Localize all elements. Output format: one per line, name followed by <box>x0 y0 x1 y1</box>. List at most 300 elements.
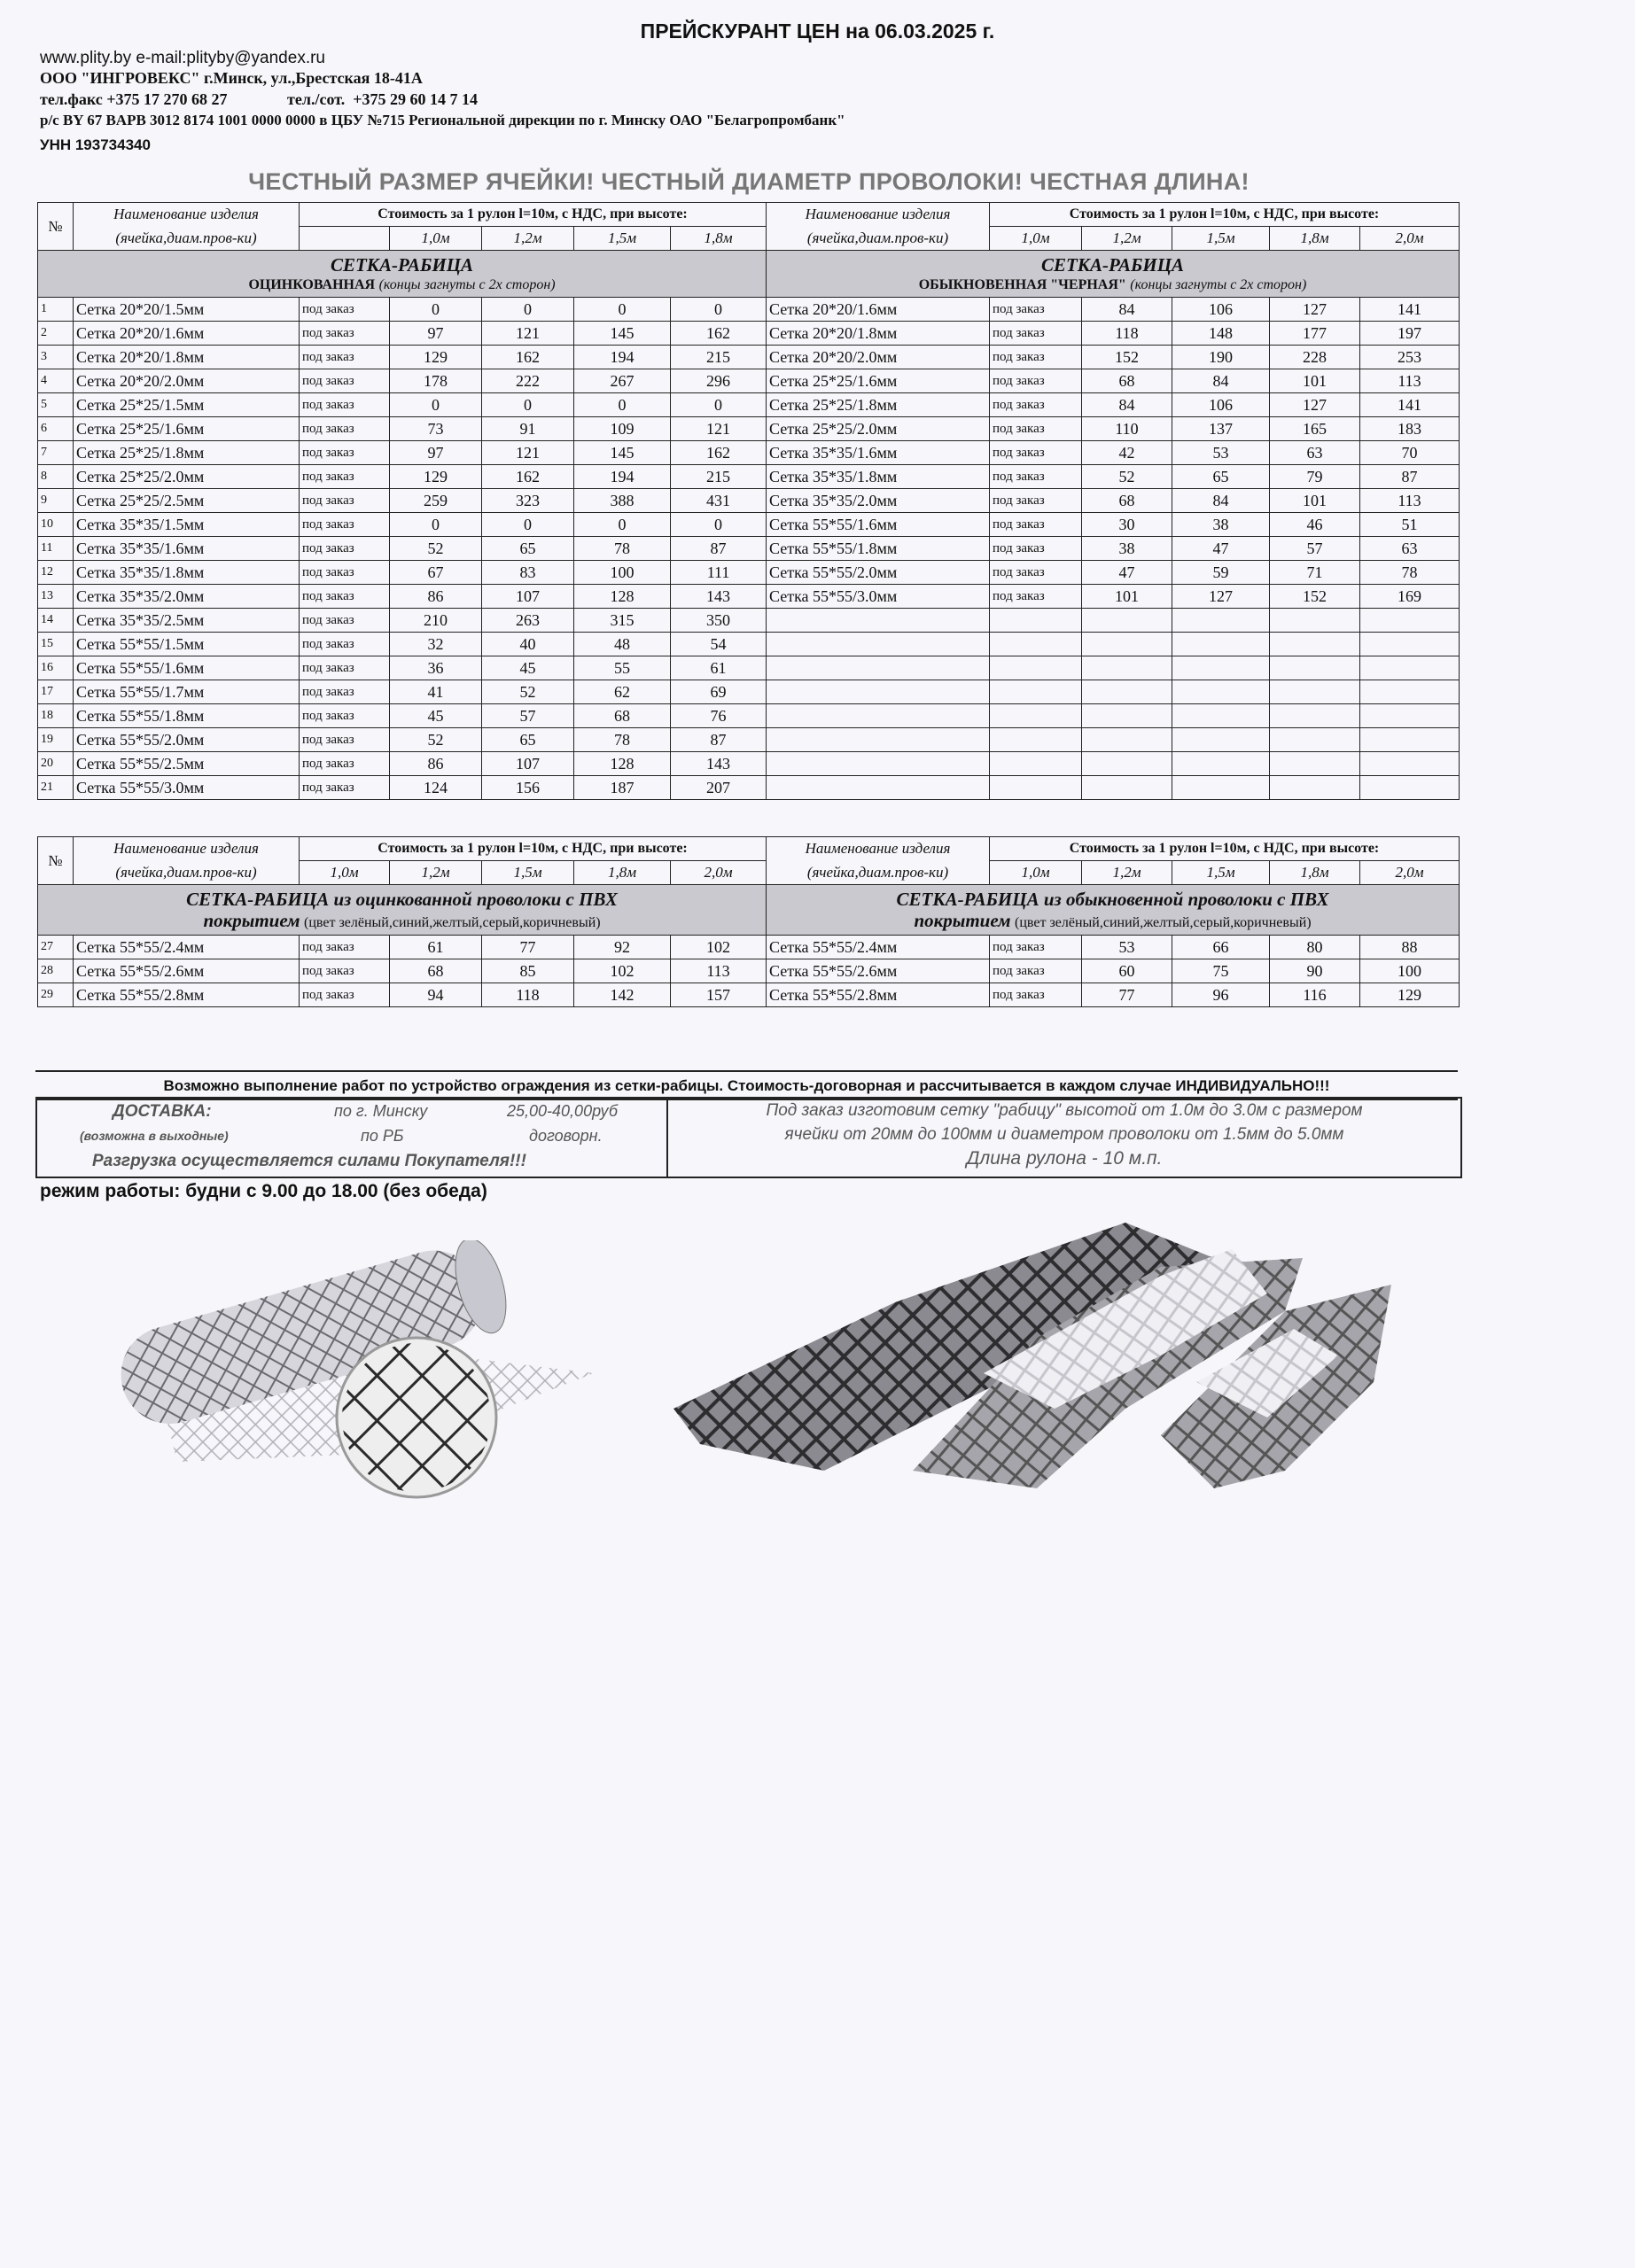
working-hours: режим работы: будни с 9.00 до 18.00 (без обеда) <box>40 1181 487 1201</box>
price-cell: 101 <box>1270 369 1360 393</box>
table-row <box>38 633 767 656</box>
price-cell: 83 <box>482 561 574 585</box>
table-row <box>767 489 1460 513</box>
price-cell: 101 <box>1082 585 1172 609</box>
price-cell: 102 <box>574 959 671 983</box>
price-cell: 152 <box>1082 346 1172 369</box>
delivery-rb-price: договорн. <box>529 1127 603 1145</box>
availability: под заказ <box>300 298 390 322</box>
table-row <box>38 728 767 752</box>
row-number: 12 <box>38 561 74 585</box>
row-number: 4 <box>38 369 74 393</box>
empty-cell <box>1360 609 1460 633</box>
custom-order-line1: Под заказ изготовим сетку "рабицу" высотой от 1.0м до 3.0м с размером <box>766 1101 1363 1120</box>
empty-cell <box>767 633 990 656</box>
empty-row <box>767 728 1460 752</box>
price-cell: 169 <box>1360 585 1460 609</box>
col-name-subheader: (ячейка,диам.пров-ки) <box>767 227 990 251</box>
empty-cell <box>1360 656 1460 680</box>
col-name-subheader: (ячейка,диам.пров-ки) <box>74 861 300 885</box>
empty-cell <box>1172 656 1270 680</box>
price-cell: 106 <box>1172 393 1270 417</box>
price-cell: 60 <box>1082 959 1172 983</box>
price-cell: 73 <box>390 417 482 441</box>
product-name: Сетка 55*55/2.8мм <box>74 983 300 1007</box>
price-cell: 194 <box>574 346 671 369</box>
price-cell: 102 <box>671 936 767 959</box>
table-row <box>38 369 767 393</box>
price-cell: 228 <box>1270 346 1360 369</box>
delivery-minsk: по г. Минску <box>334 1102 428 1120</box>
empty-cell <box>990 633 1082 656</box>
section-subtitle-bold: ОЦИНКОВАННАЯ <box>248 276 376 292</box>
col-number-header: № <box>38 837 74 885</box>
section-subtitle: (концы загнуты с 2х сторон) <box>378 276 556 292</box>
height-header: 1,0м <box>990 227 1082 251</box>
price-cell: 127 <box>1172 585 1270 609</box>
price-cell: 41 <box>390 680 482 704</box>
price-cell: 68 <box>1082 489 1172 513</box>
empty-cell <box>1360 680 1460 704</box>
price-list-title: ПРЕЙСКУРАНТ ЦЕН на 06.03.2025 г. <box>640 19 995 43</box>
bank-details: р/с BY 67 BAPB 3012 8174 1001 0000 0000 в ЦБУ №715 Региональной дирекции по г. Минску ОАО "Белагропромбанк" <box>40 112 845 128</box>
product-name: Сетка 25*25/2.0мм <box>74 465 300 489</box>
col-cost-header: Стоимость за 1 рулон l=10м, с НДС, при высоте: <box>300 203 767 227</box>
price-cell: 145 <box>574 441 671 465</box>
row-number: 9 <box>38 489 74 513</box>
price-cell: 107 <box>482 585 574 609</box>
table-row <box>38 656 767 680</box>
height-header: 1,2м <box>482 227 574 251</box>
availability: под заказ <box>300 537 390 561</box>
empty-cell <box>1082 680 1172 704</box>
product-name: Сетка 20*20/2.0мм <box>767 346 990 369</box>
product-name: Сетка 35*35/2.0мм <box>74 585 300 609</box>
price-cell: 129 <box>1360 983 1460 1007</box>
price-cell: 350 <box>671 609 767 633</box>
price-cell: 52 <box>390 537 482 561</box>
price-cell: 63 <box>1270 441 1360 465</box>
table-row <box>767 465 1460 489</box>
price-cell: 0 <box>390 298 482 322</box>
height-header: 2,0м <box>1360 861 1460 885</box>
empty-cell <box>1172 776 1270 800</box>
price-cell: 113 <box>671 959 767 983</box>
product-name: Сетка 35*35/1.5мм <box>74 513 300 537</box>
galvanized-pvc-mesh-table <box>37 836 767 1007</box>
availability: под заказ <box>300 776 390 800</box>
price-cell: 259 <box>390 489 482 513</box>
price-cell: 129 <box>390 346 482 369</box>
price-cell: 65 <box>482 537 574 561</box>
section-title <box>767 251 1460 298</box>
product-name: Сетка 55*55/1.6мм <box>74 656 300 680</box>
availability: под заказ <box>990 298 1082 322</box>
delivery-box <box>35 1097 668 1178</box>
price-cell: 67 <box>390 561 482 585</box>
price-cell: 38 <box>1082 537 1172 561</box>
price-cell: 59 <box>1172 561 1270 585</box>
empty-cell <box>1270 633 1360 656</box>
product-name: Сетка 20*20/1.6мм <box>74 322 300 346</box>
table-row <box>767 369 1460 393</box>
empty-cell <box>1360 752 1460 776</box>
price-cell: 88 <box>1360 936 1460 959</box>
price-cell: 183 <box>1360 417 1460 441</box>
availability: под заказ <box>300 489 390 513</box>
price-cell: 388 <box>574 489 671 513</box>
table-row <box>767 393 1460 417</box>
product-name: Сетка 25*25/2.5мм <box>74 489 300 513</box>
row-number: 28 <box>38 959 74 983</box>
empty-cell <box>1172 680 1270 704</box>
row-number: 18 <box>38 704 74 728</box>
price-cell: 165 <box>1270 417 1360 441</box>
price-cell: 145 <box>574 322 671 346</box>
price-cell: 197 <box>1360 322 1460 346</box>
price-cell: 0 <box>482 393 574 417</box>
price-cell: 263 <box>482 609 574 633</box>
price-cell: 178 <box>390 369 482 393</box>
price-cell: 129 <box>390 465 482 489</box>
empty-cell <box>990 752 1082 776</box>
price-cell: 162 <box>671 441 767 465</box>
availability: под заказ <box>990 346 1082 369</box>
price-cell: 156 <box>482 776 574 800</box>
price-cell: 65 <box>1172 465 1270 489</box>
price-cell: 296 <box>671 369 767 393</box>
empty-cell <box>1172 633 1270 656</box>
empty-cell <box>1082 633 1172 656</box>
availability: под заказ <box>300 346 390 369</box>
price-cell: 0 <box>671 513 767 537</box>
table-row <box>38 959 767 983</box>
delivery-rb: по РБ <box>361 1127 404 1145</box>
table-row <box>38 585 767 609</box>
price-cell: 61 <box>671 656 767 680</box>
row-number: 19 <box>38 728 74 752</box>
availability: под заказ <box>300 393 390 417</box>
availability: под заказ <box>990 465 1082 489</box>
height-header: 1,0м <box>390 227 482 251</box>
price-cell: 94 <box>390 983 482 1007</box>
empty-cell <box>767 680 990 704</box>
availability: под заказ <box>990 393 1082 417</box>
empty-cell <box>990 680 1082 704</box>
empty-cell <box>767 704 990 728</box>
price-cell: 222 <box>482 369 574 393</box>
empty-cell <box>1082 704 1172 728</box>
empty-cell <box>1360 776 1460 800</box>
product-name: Сетка 55*55/1.7мм <box>74 680 300 704</box>
row-number: 7 <box>38 441 74 465</box>
price-cell: 0 <box>574 393 671 417</box>
row-number: 1 <box>38 298 74 322</box>
pvc-mesh-rolls-image <box>665 1205 1400 1524</box>
height-header: 2,0м <box>671 861 767 885</box>
price-cell: 68 <box>1082 369 1172 393</box>
product-name: Сетка 25*25/1.8мм <box>74 441 300 465</box>
price-cell: 111 <box>671 561 767 585</box>
price-cell: 46 <box>1270 513 1360 537</box>
empty-cell <box>1270 776 1360 800</box>
row-number: 16 <box>38 656 74 680</box>
price-cell: 187 <box>574 776 671 800</box>
price-cell: 100 <box>1360 959 1460 983</box>
price-cell: 90 <box>1270 959 1360 983</box>
availability: под заказ <box>300 322 390 346</box>
price-cell: 0 <box>482 513 574 537</box>
empty-cell <box>1270 609 1360 633</box>
price-cell: 100 <box>574 561 671 585</box>
height-header: 1,5м <box>1172 227 1270 251</box>
table-row <box>38 680 767 704</box>
section-title <box>38 885 767 936</box>
price-cell: 137 <box>1172 417 1270 441</box>
black-mesh-table <box>766 202 1460 800</box>
slogan: ЧЕСТНЫЙ РАЗМЕР ЯЧЕЙКИ! ЧЕСТНЫЙ ДИАМЕТР ПРОВОЛОКИ! ЧЕСТНАЯ ДЛИНА! <box>248 168 1250 195</box>
empty-cell <box>1360 704 1460 728</box>
product-name: Сетка 55*55/3.0мм <box>767 585 990 609</box>
height-header: 1,5м <box>574 227 671 251</box>
product-name: Сетка 20*20/1.5мм <box>74 298 300 322</box>
galvanized-mesh-table <box>37 202 767 800</box>
price-cell: 177 <box>1270 322 1360 346</box>
availability: под заказ <box>990 936 1082 959</box>
price-cell: 65 <box>482 728 574 752</box>
empty-cell <box>1270 704 1360 728</box>
price-cell: 40 <box>482 633 574 656</box>
empty-cell <box>1270 656 1360 680</box>
price-cell: 69 <box>671 680 767 704</box>
product-name: Сетка 25*25/1.5мм <box>74 393 300 417</box>
empty-cell <box>767 776 990 800</box>
table-row <box>38 513 767 537</box>
table-row <box>38 346 767 369</box>
section-title <box>38 251 767 298</box>
price-cell: 79 <box>1270 465 1360 489</box>
price-cell: 36 <box>390 656 482 680</box>
price-cell: 107 <box>482 752 574 776</box>
table-row <box>38 752 767 776</box>
price-cell: 124 <box>390 776 482 800</box>
price-cell: 162 <box>482 465 574 489</box>
empty-cell <box>767 656 990 680</box>
price-cell: 110 <box>1082 417 1172 441</box>
price-cell: 0 <box>482 298 574 322</box>
empty-cell <box>990 609 1082 633</box>
table-row <box>38 465 767 489</box>
price-cell: 141 <box>1360 298 1460 322</box>
availability: под заказ <box>990 513 1082 537</box>
price-cell: 157 <box>671 983 767 1007</box>
table-row <box>38 393 767 417</box>
col-name-header: Наименование изделия <box>74 203 300 227</box>
price-cell: 0 <box>574 513 671 537</box>
empty-cell <box>1172 609 1270 633</box>
empty-cell <box>1270 728 1360 752</box>
col-name-header: Наименование изделия <box>767 203 990 227</box>
product-name: Сетка 55*55/1.8мм <box>767 537 990 561</box>
table-row <box>767 441 1460 465</box>
height-header: 1,2м <box>390 861 482 885</box>
price-cell: 63 <box>1360 537 1460 561</box>
availability: под заказ <box>300 465 390 489</box>
product-name: Сетка 55*55/2.0мм <box>74 728 300 752</box>
row-number: 15 <box>38 633 74 656</box>
product-name: Сетка 25*25/1.6мм <box>74 417 300 441</box>
col-number-header: № <box>38 203 74 251</box>
price-cell: 431 <box>671 489 767 513</box>
availability: под заказ <box>990 489 1082 513</box>
price-cell: 121 <box>482 322 574 346</box>
price-cell: 86 <box>390 585 482 609</box>
table-row <box>38 537 767 561</box>
product-name: Сетка 55*55/2.8мм <box>767 983 990 1007</box>
table-row <box>767 561 1460 585</box>
height-header: 1,8м <box>671 227 767 251</box>
price-cell: 128 <box>574 752 671 776</box>
empty-cell <box>990 728 1082 752</box>
availability: под заказ <box>990 369 1082 393</box>
section-title-main: СЕТКА-РАБИЦА из обыкновенной проволоки с ПВХ <box>896 888 1329 910</box>
row-number: 13 <box>38 585 74 609</box>
price-cell: 118 <box>482 983 574 1007</box>
price-cell: 148 <box>1172 322 1270 346</box>
black-pvc-mesh-table <box>766 836 1460 1007</box>
price-cell: 0 <box>390 393 482 417</box>
table-row <box>38 489 767 513</box>
price-cell: 80 <box>1270 936 1360 959</box>
price-cell: 77 <box>1082 983 1172 1007</box>
price-cell: 87 <box>671 728 767 752</box>
row-number: 17 <box>38 680 74 704</box>
availability: под заказ <box>300 441 390 465</box>
product-name: Сетка 55*55/2.0мм <box>767 561 990 585</box>
price-cell: 141 <box>1360 393 1460 417</box>
table-row <box>767 959 1460 983</box>
col-name-subheader: (ячейка,диам.пров-ки) <box>767 861 990 885</box>
height-header: 1,5м <box>482 861 574 885</box>
empty-cell <box>1172 728 1270 752</box>
price-cell: 101 <box>1270 489 1360 513</box>
row-number: 3 <box>38 346 74 369</box>
row-number: 21 <box>38 776 74 800</box>
col-cost-header: Стоимость за 1 рулон l=10м, с НДС, при высоте: <box>990 837 1460 861</box>
row-number: 5 <box>38 393 74 417</box>
price-cell: 253 <box>1360 346 1460 369</box>
empty-cell <box>767 609 990 633</box>
price-cell: 42 <box>1082 441 1172 465</box>
price-cell: 109 <box>574 417 671 441</box>
section-subtitle: (концы загнуты с 2х сторон) <box>1130 276 1307 292</box>
unloading-note: Разгрузка осуществляется силами Покупателя!!! <box>92 1152 526 1170</box>
price-cell: 53 <box>1082 936 1172 959</box>
row-number: 8 <box>38 465 74 489</box>
product-name: Сетка 35*35/2.5мм <box>74 609 300 633</box>
price-cell: 87 <box>671 537 767 561</box>
price-cell: 30 <box>1082 513 1172 537</box>
empty-cell <box>1172 704 1270 728</box>
availability: под заказ <box>990 441 1082 465</box>
price-cell: 190 <box>1172 346 1270 369</box>
availability: под заказ <box>300 561 390 585</box>
price-cell: 45 <box>482 656 574 680</box>
row-number: 2 <box>38 322 74 346</box>
table-row <box>767 513 1460 537</box>
height-header: 1,0м <box>990 861 1082 885</box>
product-name: Сетка 55*55/1.5мм <box>74 633 300 656</box>
price-cell: 210 <box>390 609 482 633</box>
table-body <box>767 936 1460 1007</box>
product-name: Сетка 25*25/1.8мм <box>767 393 990 417</box>
price-cell: 0 <box>390 513 482 537</box>
table-row <box>38 322 767 346</box>
custom-order-box <box>666 1097 1462 1178</box>
table-row <box>38 298 767 322</box>
availability: под заказ <box>300 704 390 728</box>
product-name: Сетка 55*55/3.0мм <box>74 776 300 800</box>
price-cell: 97 <box>390 322 482 346</box>
table-row <box>38 417 767 441</box>
empty-cell <box>990 704 1082 728</box>
price-cell: 0 <box>574 298 671 322</box>
color-options: (цвет зелёный,синий,желтый,серый,коричневый) <box>1015 914 1312 930</box>
section-title-main: СЕТКА-РАБИЦА <box>1040 253 1185 276</box>
availability: под заказ <box>990 417 1082 441</box>
height-header: 1,8м <box>574 861 671 885</box>
price-cell: 54 <box>671 633 767 656</box>
price-cell: 84 <box>1172 369 1270 393</box>
price-cell: 143 <box>671 752 767 776</box>
phones: тел.факс +375 17 270 68 27 тел./сот. +375 29 60 14 7 14 <box>40 90 478 108</box>
price-cell: 215 <box>671 346 767 369</box>
row-number: 20 <box>38 752 74 776</box>
availability: под заказ <box>990 322 1082 346</box>
height-header: 1,8м <box>1270 227 1360 251</box>
empty-row <box>767 609 1460 633</box>
price-cell: 121 <box>482 441 574 465</box>
table-body <box>38 936 767 1007</box>
price-cell: 51 <box>1360 513 1460 537</box>
price-cell: 32 <box>390 633 482 656</box>
price-cell: 78 <box>1360 561 1460 585</box>
price-cell: 97 <box>390 441 482 465</box>
table-row <box>38 609 767 633</box>
availability: под заказ <box>990 537 1082 561</box>
price-cell: 113 <box>1360 369 1460 393</box>
table-row <box>767 322 1460 346</box>
empty-row <box>767 752 1460 776</box>
availability: под заказ <box>300 369 390 393</box>
price-cell: 76 <box>671 704 767 728</box>
price-cell: 194 <box>574 465 671 489</box>
price-cell: 142 <box>574 983 671 1007</box>
delivery-note: (возможна в выходные) <box>80 1129 229 1143</box>
empty-cell <box>1360 633 1460 656</box>
price-cell: 323 <box>482 489 574 513</box>
section-title-main: СЕТКА-РАБИЦА из оцинкованной проволоки с ПВХ <box>186 888 618 910</box>
galvanized-mesh-roll-image <box>106 1240 603 1506</box>
availability: под заказ <box>300 728 390 752</box>
price-cell: 162 <box>482 346 574 369</box>
product-name: Сетка 25*25/2.0мм <box>767 417 990 441</box>
product-name: Сетка 55*55/2.6мм <box>74 959 300 983</box>
empty-row <box>767 704 1460 728</box>
availability: под заказ <box>300 633 390 656</box>
price-cell: 68 <box>574 704 671 728</box>
product-name: Сетка 55*55/2.4мм <box>74 936 300 959</box>
